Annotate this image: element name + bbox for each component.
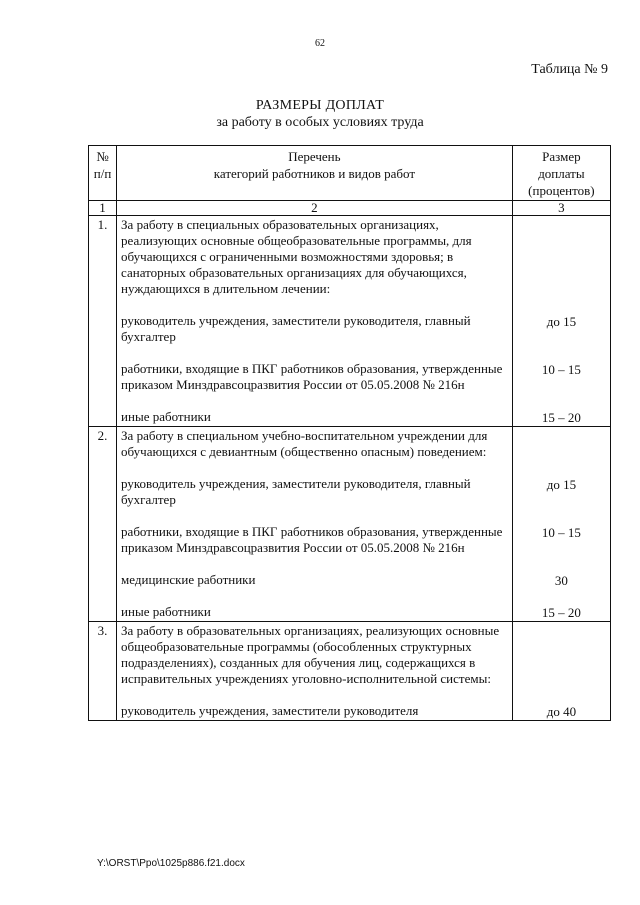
header-amount: Размер доплаты (процентов) bbox=[512, 146, 610, 201]
subtitle-line: за работу в особых условиях труда bbox=[216, 115, 424, 130]
column-number: 3 bbox=[512, 201, 610, 216]
column-number-row bbox=[89, 201, 611, 216]
row-values bbox=[512, 622, 610, 721]
category-item: иные работники bbox=[121, 604, 211, 619]
title-line: РАЗМЕРЫ ДОПЛАТ bbox=[255, 98, 385, 113]
spacer bbox=[121, 508, 508, 524]
table-row bbox=[89, 216, 611, 427]
allowance-value: 10 – 15 bbox=[541, 361, 581, 377]
row-index: 1. bbox=[89, 216, 117, 427]
spacer bbox=[121, 297, 508, 313]
row-values bbox=[512, 216, 610, 427]
table-header-row bbox=[89, 146, 611, 201]
category-item: руководитель учреждения, заместители руководителя bbox=[121, 703, 419, 718]
page-number: 62 bbox=[315, 38, 325, 49]
category-heading: За работу в образовательных организациях, реализующих основные общеобразовательные программы (обособленных структурных подразделениях), созданных для обучения лиц, содержащихся в исправительных учреждениях уголовно-исполнительной системы: bbox=[121, 623, 500, 686]
allowance-value: 15 – 20 bbox=[541, 604, 581, 620]
category-heading: За работу в специальном учебно-воспитательном учреждении для обучающихся с девиантным (общественно опасным) поведением: bbox=[121, 428, 488, 459]
row-index: 2. bbox=[89, 427, 117, 622]
column-number: 2 bbox=[117, 201, 513, 216]
column-number: 1 bbox=[89, 201, 117, 216]
row-categories bbox=[117, 427, 513, 622]
allowance-value: 10 – 15 bbox=[541, 524, 581, 540]
table-label: Таблица № 9 bbox=[531, 62, 608, 77]
allowance-value: до 40 bbox=[546, 703, 577, 719]
file-path-footer: Y:\ORST\Ppo\1025p886.f21.docx bbox=[97, 858, 245, 869]
spacer bbox=[121, 345, 508, 361]
header-category: Перечень категорий работников и видов работ bbox=[117, 146, 513, 201]
row-categories bbox=[117, 622, 513, 721]
category-item: работники, входящие в ПКГ работников образования, утвержденные приказом Минздравсоцразвития России от 05.05.2008 № 216н bbox=[121, 524, 503, 555]
row-categories bbox=[117, 216, 513, 427]
spacer bbox=[121, 460, 508, 476]
spacer bbox=[121, 687, 508, 703]
table-body bbox=[89, 216, 611, 721]
allowance-value: до 15 bbox=[546, 313, 577, 329]
category-item: работники, входящие в ПКГ работников образования, утвержденные приказом Минздравсоцразвития России от 05.05.2008 № 216н bbox=[121, 361, 503, 392]
header-index: № п/п bbox=[89, 146, 117, 201]
allowance-table bbox=[88, 145, 611, 721]
spacer bbox=[121, 588, 508, 604]
document-title bbox=[0, 97, 640, 131]
category-item: руководитель учреждения, заместители руководителя, главный бухгалтер bbox=[121, 313, 471, 344]
row-values bbox=[512, 427, 610, 622]
spacer bbox=[121, 556, 508, 572]
category-item: иные работники bbox=[121, 409, 211, 424]
allowance-value: 30 bbox=[554, 572, 568, 588]
allowance-value: 15 – 20 bbox=[541, 409, 581, 425]
spacer bbox=[121, 393, 508, 409]
row-index: 3. bbox=[89, 622, 117, 721]
table-row bbox=[89, 427, 611, 622]
category-heading: За работу в специальных образовательных организациях, реализующих основные общеобразовательные программы, для обучающихся с ограниченными возможностями здоровья; в санаторных образовательных организациях для обучающихся, нуждающихся в длительном лечении: bbox=[121, 217, 472, 296]
allowance-value: до 15 bbox=[546, 476, 577, 492]
category-item: руководитель учреждения, заместители руководителя, главный бухгалтер bbox=[121, 476, 471, 507]
table-row bbox=[89, 622, 611, 721]
category-item: медицинские работники bbox=[121, 572, 256, 587]
